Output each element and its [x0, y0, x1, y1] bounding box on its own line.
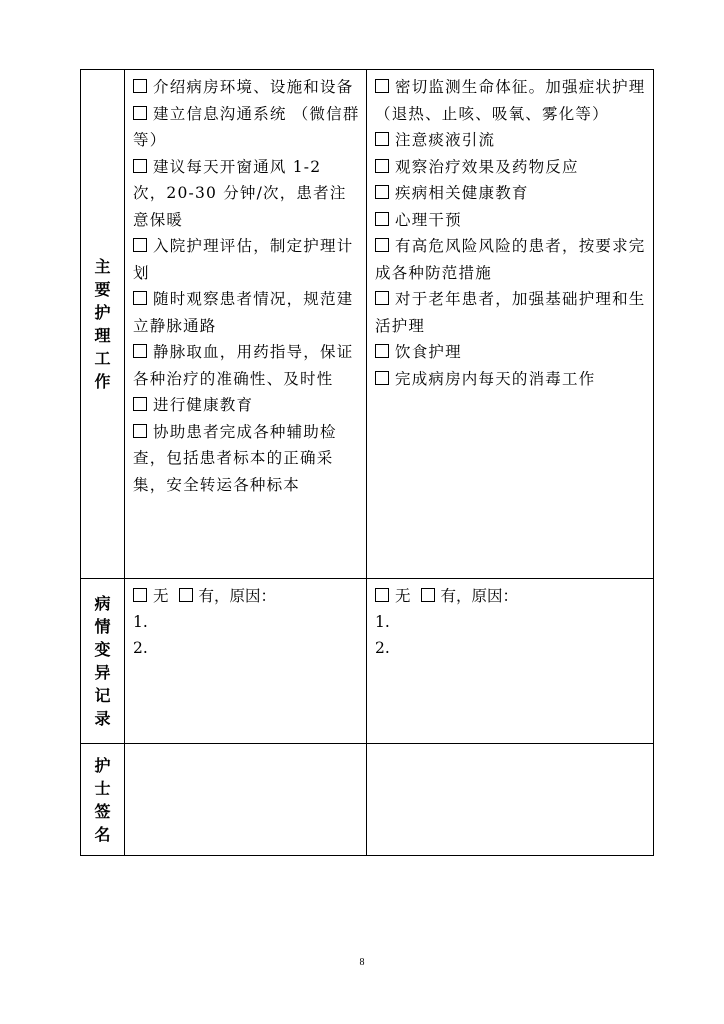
main-work-b-checkbox[interactable]	[375, 185, 389, 199]
page-number: 8	[359, 957, 365, 968]
option-yes-a: 有，原因：	[198, 587, 277, 605]
main-work-a-item-text: 建立信息沟通系统 （微信群等）	[133, 104, 360, 149]
main-work-b-checkbox[interactable]	[375, 344, 389, 358]
row-nurse-sign	[81, 744, 654, 856]
checkbox-none-a[interactable]	[133, 588, 147, 602]
variation-line1-a: 1.	[133, 613, 148, 631]
main-work-a-item	[133, 339, 360, 392]
checkbox-none-b[interactable]	[375, 588, 389, 602]
main-work-a-item	[133, 419, 360, 499]
main-work-a-checkbox[interactable]	[133, 79, 147, 93]
main-work-a-checkbox[interactable]	[133, 291, 147, 305]
label-nurse-sign-cell	[81, 744, 125, 856]
main-work-b-checkbox[interactable]	[375, 238, 389, 252]
variation-col-b	[367, 579, 654, 744]
main-work-b-item	[375, 207, 647, 234]
nurse-sign-field-b[interactable]	[367, 744, 654, 856]
pathway-table	[80, 69, 654, 856]
variation-line2-b: 2.	[375, 639, 390, 657]
variation-line1-b: 1.	[375, 613, 390, 631]
main-work-b-item	[375, 286, 647, 339]
option-none-b: 无	[395, 587, 411, 605]
main-work-b-item-text: 对于老年患者，加强基础护理和生活护理	[375, 290, 646, 335]
main-work-b-checkbox[interactable]	[375, 159, 389, 173]
option-none-a: 无	[153, 587, 169, 605]
main-work-b-checkbox[interactable]	[375, 79, 389, 93]
main-work-b-item-text: 密切监测生命体征。加强症状护理（退热、止咳、吸氧、雾化等）	[375, 78, 646, 123]
main-work-b-checkbox[interactable]	[375, 212, 389, 226]
main-work-b-item	[375, 154, 647, 181]
main-work-b-item-text: 观察治疗效果及药物反应	[395, 157, 579, 176]
main-work-col-a	[125, 70, 367, 579]
main-work-b-item	[375, 233, 647, 286]
label-main-work: 主要护理工作	[94, 257, 111, 391]
main-work-a-item	[133, 154, 360, 234]
main-work-b-item	[375, 74, 647, 127]
main-work-a-item-text: 随时观察患者情况，规范建立静脉通路	[133, 290, 354, 335]
main-work-a-item-text: 进行健康教育	[153, 396, 254, 414]
main-work-b-checkbox[interactable]	[375, 291, 389, 305]
main-work-a-item-text: 静脉取血，用药指导，保证各种治疗的准确性、及时性	[133, 343, 354, 388]
variation-col-a	[125, 579, 367, 744]
label-variation: 病情变异记录	[94, 594, 111, 728]
main-work-b-checkbox[interactable]	[375, 371, 389, 385]
main-work-a-item-text: 介绍病房环境、设施和设备	[153, 78, 354, 96]
nurse-sign-field-a[interactable]	[125, 744, 367, 856]
main-work-b-item-text: 疾病相关健康教育	[395, 184, 529, 202]
main-work-a-item-text: 入院护理评估，制定护理计划	[133, 237, 354, 282]
row-main-work	[81, 70, 654, 579]
main-work-a-checkbox[interactable]	[133, 159, 147, 173]
main-work-a-item	[133, 392, 360, 419]
row-variation	[81, 579, 654, 744]
main-work-b-item-text: 饮食护理	[395, 343, 462, 361]
main-work-a-checkbox[interactable]	[133, 397, 147, 411]
main-work-a-checkbox[interactable]	[133, 238, 147, 252]
main-work-b-item-text: 有高危风险风险的患者，按要求完成各种防范措施	[375, 237, 646, 282]
main-work-a-item	[133, 101, 360, 154]
main-work-b-item	[375, 180, 647, 207]
main-work-a-checkbox[interactable]	[133, 344, 147, 358]
variation-options-a	[133, 583, 360, 609]
variation-options-b	[375, 583, 647, 609]
checkbox-yes-a[interactable]	[179, 588, 193, 602]
variation-line2-a: 2.	[133, 639, 148, 657]
main-work-b-item-text: 心理干预	[395, 210, 462, 229]
main-work-b-item	[375, 127, 647, 154]
main-work-list-a	[125, 70, 366, 502]
main-work-a-checkbox[interactable]	[133, 424, 147, 438]
main-work-b-checkbox[interactable]	[375, 132, 389, 146]
main-work-a-item	[133, 286, 360, 339]
main-work-b-item	[375, 339, 647, 366]
label-variation-cell	[81, 579, 125, 744]
label-nurse-sign: 护士签名	[94, 755, 111, 844]
main-work-col-b	[367, 70, 654, 579]
checkbox-yes-b[interactable]	[421, 588, 435, 602]
main-work-b-item-text: 完成病房内每天的消毒工作	[395, 369, 596, 388]
main-work-a-item-text: 建议每天开窗通风 1-2 次，20-30 分钟/次，患者注意保暖	[133, 157, 347, 229]
main-work-a-item-text: 协助患者完成各种辅助检查，包括患者标本的正确采集，安全转运各种标本	[133, 422, 337, 494]
option-yes-b: 有，原因：	[440, 587, 519, 605]
main-work-a-item	[133, 233, 360, 286]
main-work-a-item	[133, 74, 360, 101]
main-work-a-checkbox[interactable]	[133, 106, 147, 120]
main-work-b-item	[375, 366, 647, 393]
main-work-list-b	[367, 70, 653, 396]
main-work-b-item-text: 注意痰液引流	[395, 131, 496, 149]
label-main-work-cell	[81, 70, 125, 579]
